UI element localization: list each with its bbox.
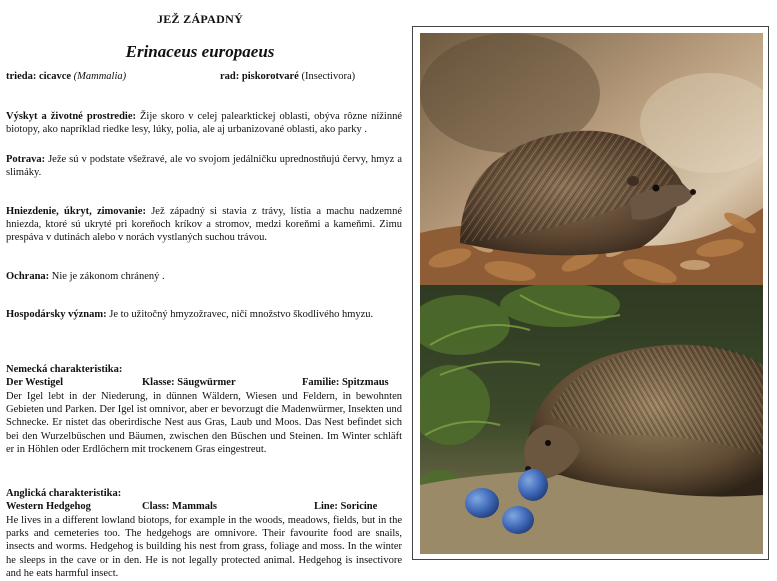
- section-nesting: [6, 205, 402, 245]
- english-text: He lives in a different lowland biotops, for example in the woods, meadows, fields, but in the parks and cemeteries too. The hedgehogs are omnivore. Their favourite food are snails, insects and worms. Hedgehog is building his nest from grass, foliage and moss. In the winter he sleeps in the cave or in den. He is not legally protected animal. Hedgehog is insectivore and he eats harmful insect.: [6, 515, 402, 579]
- hedgehog-on-leaves-photo: [420, 33, 763, 285]
- taxonomy-order: [220, 71, 355, 82]
- rad-latin: (Insectivora): [301, 71, 356, 82]
- nesting-label: Hniezdenie, úkryt, zimovanie:: [6, 206, 146, 217]
- economic-text: Je to užitočný hmyzožravec, ničí množstvo škodlivého hmyzu.: [109, 309, 374, 320]
- page-title: JEŽ ZÁPADNÝ: [156, 12, 244, 26]
- section-food: [6, 153, 402, 179]
- trieda-label: trieda:: [6, 71, 37, 82]
- rad-value: piskorotvaré: [241, 71, 299, 82]
- nesting-text: Jež západný si stavia z trávy, lístia a machu nadzemné hniezda, ktoré sú ukryté pri koreňoch kríkov a stromov, medzi koreňmi a kameňmi. Zimu prespáva v dutinách alebo v norách vystlaných suchou trávou.: [6, 206, 402, 244]
- rad-label: rad:: [220, 71, 240, 82]
- english-heading: Anglická charakteristika:: [6, 488, 122, 499]
- german-name: Der Westigel: [6, 377, 64, 388]
- protection-label: Ochrana:: [6, 271, 50, 282]
- occurrence-text: Žije skoro v celej palearktickej oblasti, obýva rôzne nížinné biotopy, ako napríklad riedke lesy, lúky, polia, ale aj urbanizované oblasti, ako parky .: [6, 111, 403, 136]
- occurrence-label: Výskyt a životné prostredie:: [6, 111, 137, 122]
- english-class: Class: Mammals: [142, 501, 217, 512]
- hedgehog-photo-top-image: [420, 33, 763, 285]
- latin-name: Erinaceus europaeus: [125, 42, 275, 61]
- german-text: Der Igel lebt in der Niederung, in dünnen Wäldern, Wiesen und Feldern, in bewohnten Gebieten und Parken. Der Igel ist omnivor, aber er bevorzugt die Madenwürmer, Insekten und Schnecke. Er nistet das oberirdische Nest aus Gras, Laub und Moos. Das Nest befindet sich bei den Wurzelbüschen und Bäumen, zwischen den Büschen und Steinen. Im Winter schläft er in Höhlen oder Erdlöchern mit trockenem Gras eingestreut.: [6, 391, 402, 455]
- section-economic: [6, 308, 402, 321]
- section-protection: [6, 270, 402, 283]
- protection-text: Nie je zákonom chránený .: [51, 271, 165, 282]
- economic-label: Hospodársky význam:: [6, 309, 107, 320]
- food-label: Potrava:: [6, 154, 46, 165]
- german-familie: Familie: Spitzmaus: [302, 377, 389, 388]
- english-line: Line: Soricine: [314, 501, 378, 512]
- taxonomy-class: [6, 71, 126, 82]
- german-heading: Nemecká charakteristika:: [6, 364, 123, 375]
- german-klasse: Klasse: Säugwürmer: [142, 377, 236, 388]
- trieda-latin: (Mammalia): [73, 71, 127, 82]
- hedgehog-photo-bottom-image: [420, 285, 763, 554]
- hedgehog-in-grass-photo: [420, 285, 763, 554]
- photo-frame: [412, 26, 769, 560]
- english-name: Western Hedgehog: [6, 501, 91, 512]
- section-occurrence: [6, 110, 402, 136]
- food-text: Ježe sú v podstate všežravé, ale vo svojom jedálničku uprednostňujú červy, hmyz a slimáky.: [6, 154, 402, 179]
- trieda-value: cicavce: [38, 71, 72, 82]
